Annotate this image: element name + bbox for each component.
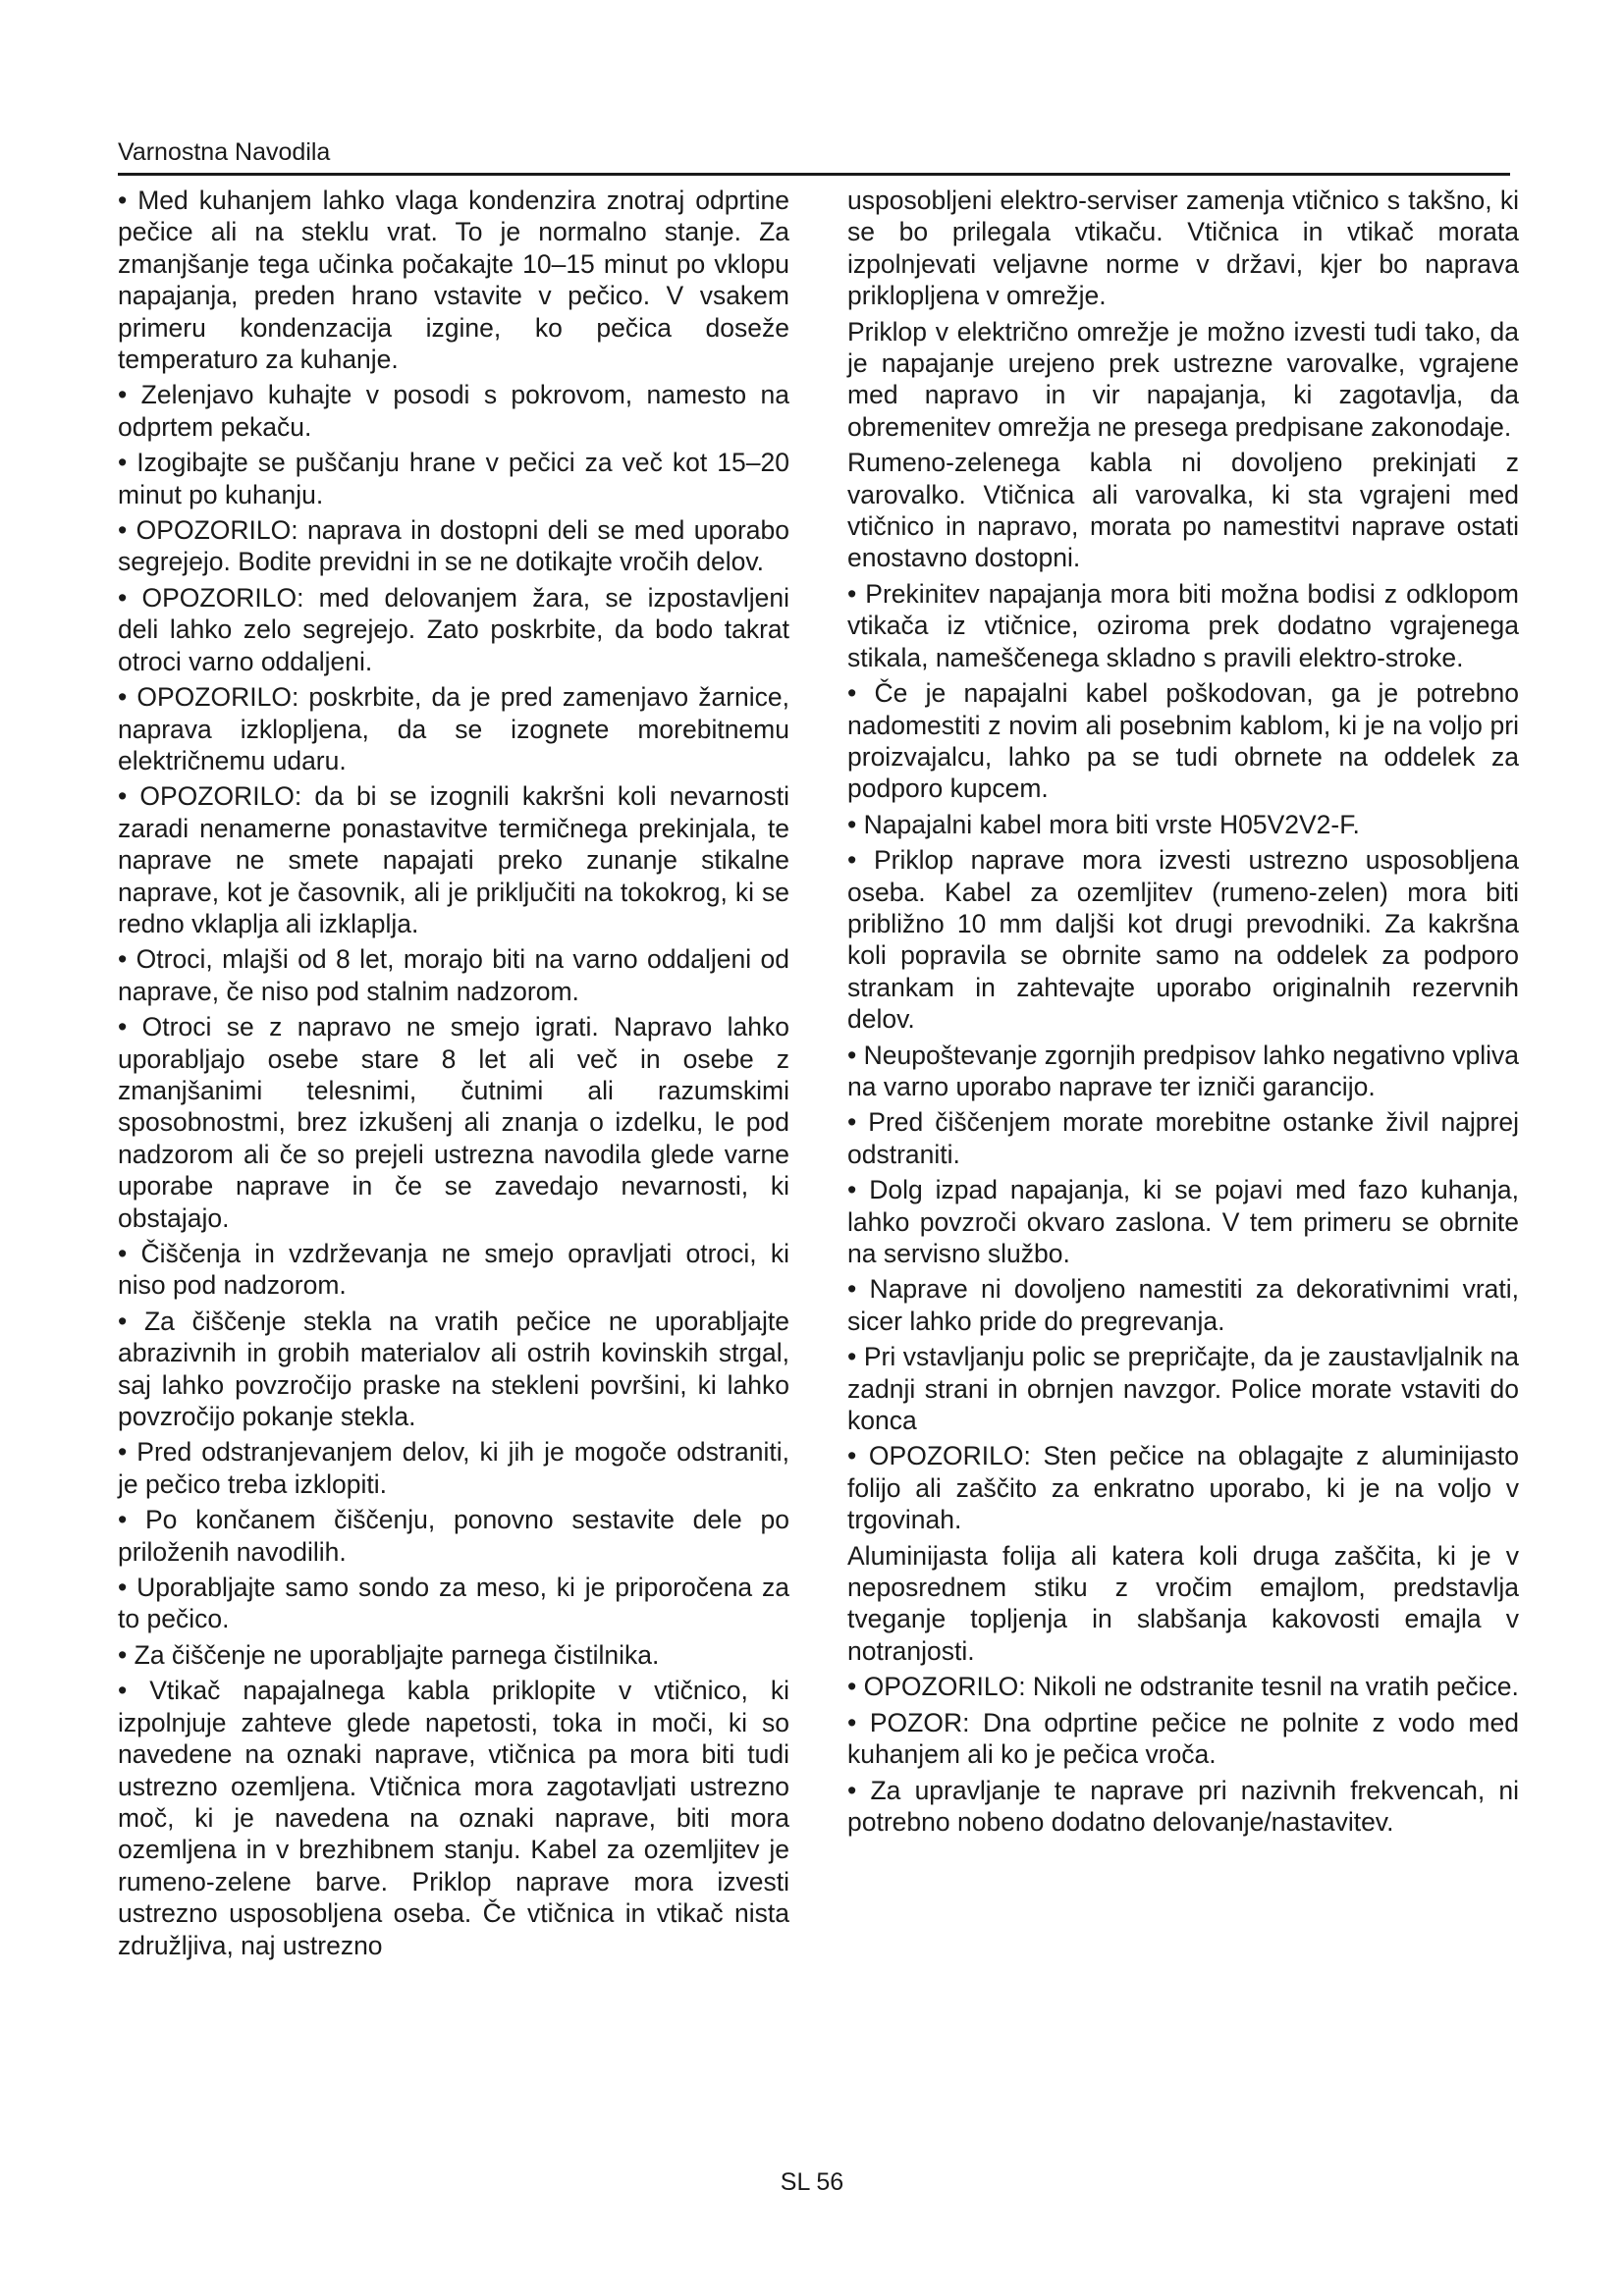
paragraph: Priklop v električno omrežje je možno izvesti tudi tako, da je napajanje urejeno prek ustrezne varovalke, vgrajene med napravo in vir napajanja, ki zagotavlja, da obremenitev omrežja ne presega predpisane zakonodaje. bbox=[847, 316, 1519, 442]
paragraph: • Dolg izpad napajanja, ki se pojavi med fazo kuhanja, lahko povzroči okvaro zaslona. V tem primeru se obrnite na servisno službo. bbox=[847, 1175, 1519, 1268]
paragraph: Rumeno-zelenega kabla ni dovoljeno prekinjati z varovalko. Vtičnica ali varovalka, ki sta vgrajeni med vtičnico in napravo, morata po namestitvi naprave ostati enostavno dostopni. bbox=[847, 448, 1519, 573]
paragraph: • Pred odstranjevanjem delov, ki jih je mogoče odstraniti, je pečico treba izklopiti. bbox=[118, 1437, 789, 1499]
paragraph: • Priklop naprave mora izvesti ustrezno usposobljena oseba. Kabel za ozemljitev (rumeno-zelen) mora biti približno 10 mm daljši kot drugi prevodniki. Za kakršna koli popravila se obrnite samo na oddelek za podporo strankam in zahtevajte uporabo originalnih rezervnih delov. bbox=[847, 845, 1519, 1035]
paragraph: • POZOR: Dna odprtine pečice ne polnite z vodo med kuhanjem ali ko je pečica vroča. bbox=[847, 1707, 1519, 1770]
header-title: Varnostna Navodila bbox=[118, 138, 331, 166]
paragraph: • Pri vstavljanju polic se prepričajte, da je zaustavljalnik na zadnji strani in obrnjen navzgor. Police morate vstaviti do konca bbox=[847, 1342, 1519, 1436]
paragraph: • Pred čiščenjem morate morebitne ostanke živil najprej odstraniti. bbox=[847, 1107, 1519, 1169]
header-divider bbox=[118, 173, 1510, 176]
paragraph: • OPOZORILO: da bi se izognili kakršni koli nevarnosti zaradi nenamerne ponastavitve termičnega prekinjala, te naprave ne smete napajati preko zunanje stikalne naprave, kot je časovnik, ali je priključiti na tokokrog, ki se redno vklaplja ali izklaplja. bbox=[118, 781, 789, 938]
paragraph: Aluminijasta folija ali katera koli druga zaščita, ki je v neposrednem stiku z vročim emajlom, predstavlja tveganje topljenja in slabšanja kakovosti emajla v notranjosti. bbox=[847, 1540, 1519, 1666]
paragraph: • Naprave ni dovoljeno namestiti za dekorativnimi vrati, sicer lahko pride do pregrevanja. bbox=[847, 1274, 1519, 1336]
paragraph: • Otroci, mlajši od 8 let, morajo biti na varno oddaljeni od naprave, če niso pod stalnim nadzorom. bbox=[118, 944, 789, 1006]
paragraph: • Uporabljajte samo sondo za meso, ki je priporočena za to pečico. bbox=[118, 1573, 789, 1634]
paragraph: • Če je napajalni kabel poškodovan, ga je potrebno nadomestiti z novim ali posebnim kablom, ki je na voljo pri proizvajalcu, lahko pa se tudi obrnete na oddelek za podporo kupcem. bbox=[847, 678, 1519, 804]
paragraph: • Po končanem čiščenju, ponovno sestavite dele po priloženih navodilih. bbox=[118, 1505, 789, 1567]
paragraph: • OPOZORILO: Nikoli ne odstranite tesnil na vratih pečice. bbox=[847, 1672, 1519, 1702]
paragraph: • Zelenjavo kuhajte v posodi s pokrovom, namesto na odprtem pekaču. bbox=[118, 380, 789, 442]
left-column bbox=[118, 185, 789, 1965]
paragraph: • Za upravljanje te naprave pri nazivnih frekvencah, ni potrebno nobeno dodatno delovanje/nastavitev. bbox=[847, 1775, 1519, 1837]
paragraph: • Čiščenja in vzdrževanja ne smejo opravljati otroci, ki niso pod nadzorom. bbox=[118, 1239, 789, 1301]
paragraph: • Neupoštevanje zgornjih predpisov lahko negativno vpliva na varno uporabo naprave ter izniči garancijo. bbox=[847, 1040, 1519, 1101]
page-number: SL 56 bbox=[780, 2168, 844, 2196]
paragraph: • Napajalni kabel mora biti vrste H05V2V2-F. bbox=[847, 809, 1360, 839]
page-header bbox=[118, 137, 1510, 176]
paragraph: • Otroci se z napravo ne smejo igrati. Napravo lahko uporabljajo osebe stare 8 let ali več in osebe z zmanjšanimi telesnimi, čutnimi ali razumskimi sposobnostmi, brez izkušenj ali znanja o izdelku, le pod nadzorom ali če so prejeli ustrezna navodila glede varne uporabe naprave in če se zavedajo nevarnosti, ki obstajajo. bbox=[118, 1012, 789, 1233]
paragraph: • Za čiščenje stekla na vratih pečice ne uporabljajte abrazivnih in grobih materialov ali ostrih kovinskih strgal, saj lahko povzročijo praske na stekleni površini, ki lahko povzročijo pokanje stekla. bbox=[118, 1306, 789, 1432]
paragraph: • OPOZORILO: Sten pečice na oblagajte z aluminijasto folijo ali zaščito za enkratno uporabo, ki je na voljo v trgovinah. bbox=[847, 1441, 1519, 1535]
paragraph: • OPOZORILO: med delovanjem žara, se izpostavljeni deli lahko zelo segrejejo. Zato poskrbite, da bodo takrat otroci varno oddaljeni. bbox=[118, 582, 789, 676]
right-column bbox=[847, 185, 1519, 1842]
paragraph: • Za čiščenje ne uporabljajte parnega čistilnika. bbox=[118, 1639, 660, 1670]
paragraph: • Med kuhanjem lahko vlaga kondenzira znotraj odprtine pečice ali na steklu vrat. To je normalno stanje. Za zmanjšanje tega učinka počakajte 10–15 minut po vklopu napajanja, preden hrano vstavite v pečico. V vsakem primeru kondenzacija izgine, ko pečica doseže temperaturo za kuhanje. bbox=[118, 186, 789, 375]
paragraph: usposobljeni elektro-serviser zamenja vtičnico s takšno, ki se bo prilegala vtikaču. Vtičnica in vtikač morata izpolnjevati veljavne norme v državi, kjer bo naprava priklopljena v omrežje. bbox=[847, 186, 1519, 311]
paragraph: • OPOZORILO: naprava in dostopni deli se med uporabo segrejejo. Bodite previdni in se ne dotikajte vročih delov. bbox=[118, 515, 789, 577]
paragraph: • Prekinitev napajanja mora biti možna bodisi z odklopom vtikača iz vtičnice, oziroma prek dodatno vgrajenega stikala, nameščenega skladno s pravili elektro-stroke. bbox=[847, 578, 1519, 672]
paragraph: • Izogibajte se puščanju hrane v pečici za več kot 15–20 minut po kuhanju. bbox=[118, 448, 789, 509]
paragraph: • Vtikač napajalnega kabla priklopite v vtičnico, ki izpolnjuje zahteve glede napetosti, toka in moči, ki so navedene na oznaki naprave, vtičnica pa mora biti tudi ustrezno ozemljena. Vtičnica mora zagotavljati ustrezno moč, ki je navedena na oznaki naprave, biti mora ozemljena in v brezhibnem stanju. Kabel za ozemljitev je rumeno-zelene barve. Priklop naprave mora izvesti ustrezno usposobljena oseba. Če vtičnica in vtikač nista združljiva, naj ustrezno bbox=[118, 1676, 789, 1960]
paragraph: • OPOZORILO: poskrbite, da je pred zamenjavo žarnice, naprava izklopljena, da se izognete morebitnemu električnemu udaru. bbox=[118, 682, 789, 775]
